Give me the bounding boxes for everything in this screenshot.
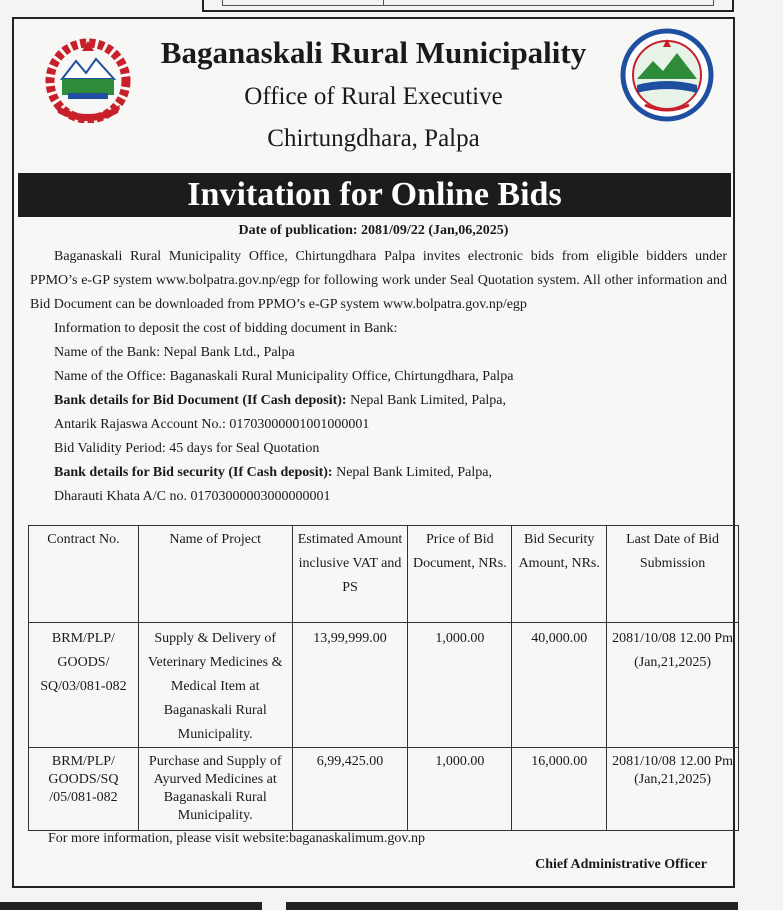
- bid-security-account: Dharauti Khata A/C no. 01703000003000000001: [54, 489, 331, 504]
- more-info: For more information, please visit website:baganaskalimum.gov.np: [48, 831, 426, 846]
- table-row: [29, 623, 739, 748]
- project-name: Purchase and Supply of Ayurved Medicines at Baganaskali Rural Municipality.: [138, 748, 292, 831]
- contract-no: BRM/PLP/ GOODS/ SQ/03/081-082: [29, 623, 139, 748]
- col-header-contract: Contract No.: [29, 526, 139, 623]
- notice-frame: [12, 17, 735, 888]
- title-banner: Invitation for Online Bids: [18, 173, 731, 217]
- deposit-note: Information to deposit the cost of bidding document in Bank:: [54, 321, 398, 336]
- bid-security-bank-line: [30, 461, 727, 485]
- col-header-last-date: Last Date of Bid Submission: [607, 526, 739, 623]
- col-header-amount: Estimated Amount inclusive VAT and PS: [292, 526, 408, 623]
- col-header-project: Name of Project: [138, 526, 292, 623]
- contract-no: BRM/PLP/ GOODS/SQ /05/081-082: [29, 748, 139, 831]
- bottom-rule-left: [0, 902, 262, 910]
- bid-document-account: Antarik Rajaswa Account No.: 01703000001001000001: [54, 417, 370, 432]
- bid-security-bank-value: Nepal Bank Limited, Palpa,: [332, 465, 493, 480]
- bid-validity: Bid Validity Period: 45 days for Seal Quotation: [54, 441, 320, 456]
- bid-doc-price: 1,000.00: [408, 748, 512, 831]
- estimated-amount: 6,99,425.00: [292, 748, 408, 831]
- bids-table: [28, 525, 739, 831]
- bank-name: Name of the Bank: Nepal Bank Ltd., Palpa: [54, 345, 295, 360]
- publication-date: Date of publication: 2081/09/22 (Jan,06,2025): [238, 223, 509, 238]
- bid-doc-price: 1,000.00: [408, 623, 512, 748]
- estimated-amount: 13,99,999.00: [292, 623, 408, 748]
- bid-document-bank-value: Nepal Bank Limited, Palpa,: [346, 393, 507, 408]
- bottom-rule-right: [286, 902, 738, 910]
- bid-document-bank-line: [30, 389, 727, 413]
- last-submission-date: 2081/10/08 12.00 Pm (Jan,21,2025): [607, 748, 739, 831]
- bid-document-bank-label: Bank details for Bid Document (If Cash deposit):: [54, 393, 347, 408]
- table-header-row: [29, 526, 739, 623]
- office-location: Chirtungdhara, Palpa: [267, 125, 480, 152]
- table-row: [29, 748, 739, 831]
- notice-body: [30, 245, 727, 509]
- bid-security-bank-label: Bank details for Bid security (If Cash deposit):: [54, 465, 333, 480]
- bid-security-amount: 40,000.00: [512, 623, 607, 748]
- signature: Chief Administrative Officer: [535, 857, 707, 872]
- top-strip: [202, 0, 734, 12]
- bid-security-amount: 16,000.00: [512, 748, 607, 831]
- col-header-doc-price: Price of Bid Document, NRs.: [408, 526, 512, 623]
- project-name: Supply & Delivery of Veterinary Medicines & Medical Item at Baganaskali Rural Municipality.: [138, 623, 292, 748]
- col-header-security: Bid Security Amount, NRs.: [512, 526, 607, 623]
- office-name-line: Name of the Office: Baganaskali Rural Municipality Office, Chirtungdhara, Palpa: [54, 369, 514, 384]
- intro-paragraph: Baganaskali Rural Municipality Office, Chirtungdhara Palpa invites electronic bids from eligible bidders under PPMO’s e-GP system www.bolpatra.gov.np/egp for following work under Seal Quotation system. All other information and Bid Document can be downloaded from PPMO’s e-GP system www.bolpatra.gov.np/egp: [30, 249, 727, 312]
- last-submission-date: 2081/10/08 12.00 Pm (Jan,21,2025): [607, 623, 739, 748]
- municipality-name: Baganaskali Rural Municipality: [160, 35, 587, 70]
- office-name: Office of Rural Executive: [244, 83, 503, 110]
